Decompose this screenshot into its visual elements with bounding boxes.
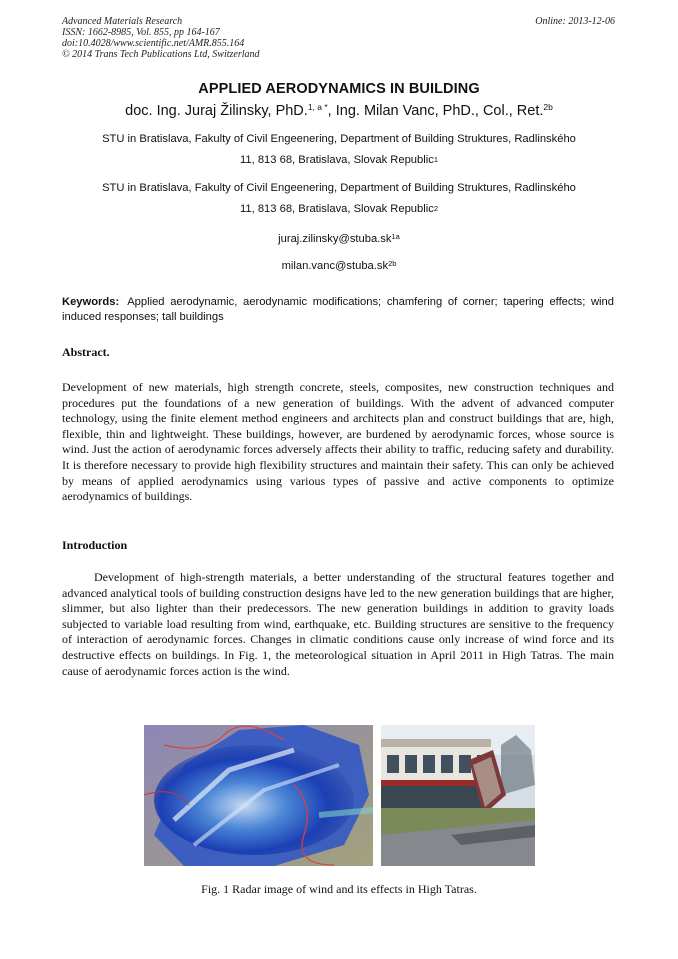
affiliation-1: [62, 129, 616, 171]
radar-map-graphic: [144, 725, 373, 866]
author-2: , Ing. Milan Vanc, PhD., Col., Ret.: [327, 103, 544, 119]
author-1: doc. Ing. Juraj Žilinsky, PhD.: [125, 103, 308, 119]
email-1: $juraj.zilinsky@stuba.sk^{1a}$: [278, 232, 400, 245]
affiliation-2-line2: 11, 813 68, Bratislava, Slovak Republic$^2$: [240, 203, 438, 215]
author-1-sup: 1, a *: [307, 102, 328, 112]
online-date: Online: 2013-12-06: [535, 16, 615, 27]
keywords-label: Keywords:: [62, 296, 120, 308]
building-photo-graphic: [381, 725, 535, 866]
introduction-text: Development of high-strength materials, a better understanding of the structural features together and advanced analytical tools of building construction designs have led to the new generation buildings that are higher, slimmer, but also lighter than their predecessors. The new generation buildings in addition to gravity loads subjected to variable load resulting from wind, earthquake, etc. Building structures are sensitive to the frequency of interaction of aerodynamic forces. Changes in climatic conditions cause only increase of wind force and its destructive effects on buildings. In Fig. 1, the meteorological situation in April 2011 in High Tatras. The main cause of aerodynamic forces action is the wind.: [62, 570, 614, 678]
affiliation-2: [62, 178, 616, 220]
journal-doi: doi:10.4028/www.scientific.net/AMR.855.164: [62, 38, 245, 49]
journal-header: [62, 16, 260, 60]
journal-issn: ISSN: 1662-8985, Vol. 855, pp 164-167: [62, 27, 220, 38]
radar-image: [144, 725, 373, 866]
figure-caption: Fig. 1 Radar image of wind and its effects in High Tatras.: [201, 882, 477, 896]
affiliation-1-line2: 11, 813 68, Bratislava, Slovak Republic$^1$: [240, 154, 438, 166]
author-line: [0, 103, 678, 119]
building-damage-photo: [381, 725, 535, 866]
affiliation-2-line1: STU in Bratislava, Fakulty of Civil Engeenering, Department of Building Struktures, Radlinského: [102, 182, 576, 194]
email-2: $milan.vanc@stuba.sk^{2b}$: [281, 259, 397, 272]
keywords-text: Applied aerodynamic, aerodynamic modifications; chamfering of corner; tapering effects; wind induced responses; tall buildings: [62, 296, 614, 323]
abstract-text: Development of new materials, high strength concrete, steels, composites, new construction techniques and procedures put the foundations of a new generation of buildings. With the advent of advanced computer technology, using the finite element method engineers and architects plan and construct buildings that are, high, flexible, thin and lightweight. These buildings, however, are burdened by aerodynamic forces, whose source is wind. Just the action of aerodynamic forces adversely affects their ability to traffic, reducing safety and durability. It is therefore necessary to provide high flexibility structures and maintain their safety. This can only be achieved by means of applied aerodynamics using various types of passive and active components to optimize aerodynamics of buildings.: [62, 380, 614, 504]
introduction-heading: Introduction: [62, 538, 128, 552]
paper-title: APPLIED AERODYNAMICS IN BUILDING: [198, 81, 480, 97]
journal-name: Advanced Materials Research: [62, 16, 183, 27]
affiliation-1-line1: STU in Bratislava, Fakulty of Civil Engeenering, Department of Building Struktures, Radlinského: [102, 133, 576, 145]
keywords: [62, 295, 614, 325]
journal-copyright: © 2014 Trans Tech Publications Ltd, Switzerland: [62, 49, 260, 60]
author-2-sup: 2b: [543, 102, 553, 112]
abstract-heading: Abstract.: [62, 345, 110, 359]
